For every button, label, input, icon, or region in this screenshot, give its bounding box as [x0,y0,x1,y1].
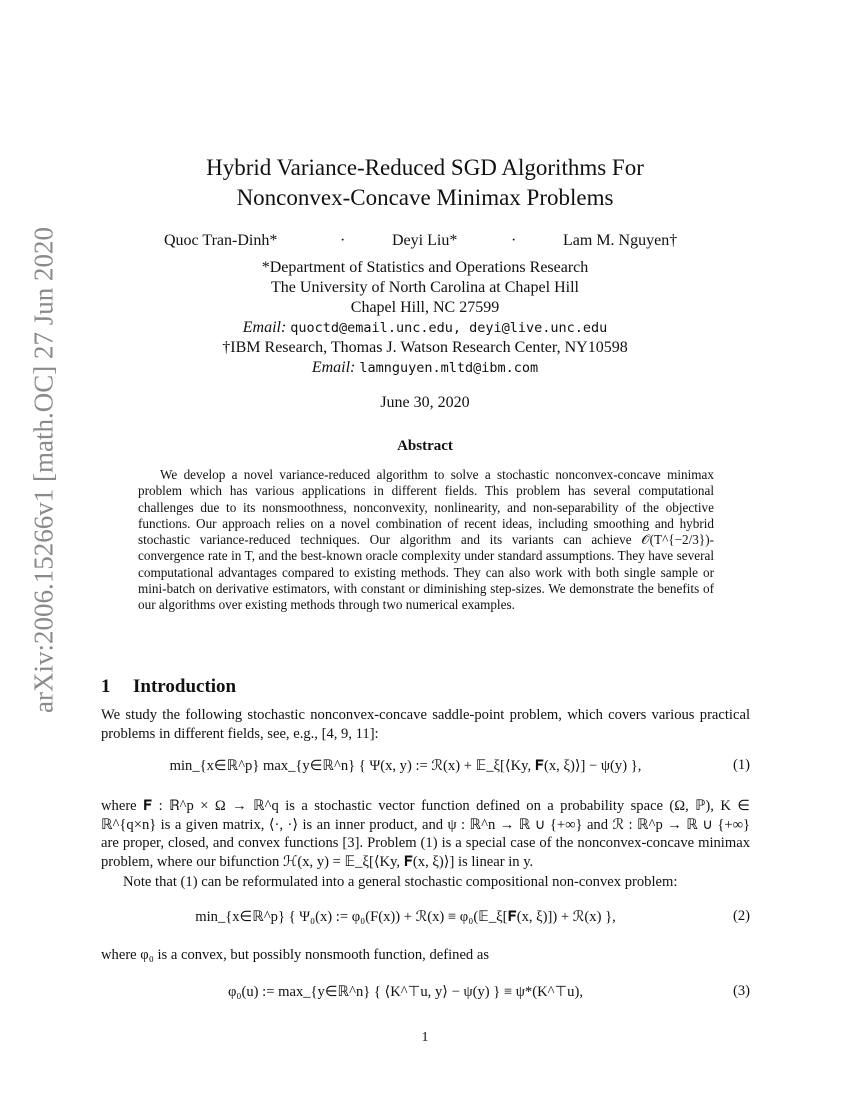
intro-paragraph-3: Note that (1) can be reformulated into a general stochastic compositional non-convex problem: [123,874,678,890]
author-1: Quoc Tran-Dinh* [164,232,278,249]
intro-paragraph-4: where φ₀ is a convex, but possibly nonsmooth function, defined as [101,947,490,963]
intro-paragraph-1: We study the following stochastic nonconvex-concave saddle-point problem, which covers various practical problems in different fields, see, e.g., [4, 9, 11]: [101,707,750,742]
author-2: Deyi Liu* [392,232,458,249]
abstract-text: We develop a novel variance-reduced algorithm to solve a stochastic nonconvex-concave minimax problem which has various applications in different fields. This problem has several computational challenges due to its nonsmoothness, nonconvexity, nonlinearity, and non-separability of the objective functions. Our approach relies on a novel combination of recent ideas, including smoothing and hybrid stochastic variance-reduced techniques. Our algorithm and its variants can achieve 𝒪(T^{−2/3})-convergence rate in T, and the best-known oracle complexity under standard assumptions. They have several computational advantages compared to existing methods. They can also work with both single sample or mini-batch on derivative estimators, with constant or diminishing step-sizes. We demonstrate the benefits of our algorithms over existing methods through two numerical examples. [138,467,714,613]
equation-1-label[interactable]: (1) [732,757,750,773]
equation-3 [101,983,750,1013]
email-label: Email: [242,319,287,336]
email-line-2 [0,358,850,378]
equation-2 [101,908,750,938]
affiliation-department: *Department of Statistics and Operations Research [261,259,589,276]
affiliation-ibm: †IBM Research, Thomas J. Watson Research Center, NY10598 [222,339,628,356]
email-label: Email: [311,359,356,376]
affiliations [0,258,850,378]
paper-title [0,153,850,213]
arxiv-identifier-stamp: arXiv:2006.15266v1 [math.OC] 27 Jun 2020 [28,227,59,713]
abstract-heading: Abstract [397,438,453,454]
page-number: 1 [421,1030,429,1045]
equation-1-body: min_{x∈ℝ^p} max_{y∈ℝ^n} { Ψ(x, y) := ℛ(x) + 𝔼_ξ[⟨Ky, 𝐅(x, ξ)⟩] − ψ(y) }, [169,758,642,774]
equation-3-body: φ₀(u) := max_{y∈ℝ^n} { ⟨K^⊤u, y⟩ − ψ(y) } ≡ ψ*(K^⊤u), [228,984,583,1000]
intro-paragraph-2: where 𝐅 : ℝ^p × Ω → ℝ^q is a stochastic vector function defined on a probability space (Ω, ℙ), K ∈ ℝ^{q×n} is a given matrix, ⟨·, ·⟩ is an inner product, and ψ : ℝ^n → ℝ ∪ {+∞} and ℛ : ℝ^p → ℝ ∪ {+∞} are proper, closed, and convex functions [3]. Problem (1) is a special case of the nonconvex-concave minimax problem, where our bifunction ℋ(x, y) = 𝔼_ξ[⟨Ky, 𝐅(x, ξ)⟩] is linear in y. [101,798,750,870]
author-list [0,232,850,254]
equation-2-body: min_{x∈ℝ^p} { Ψ₀(x) := φ₀(F(x)) + ℛ(x) ≡ φ₀(𝔼_ξ[𝐅(x, ξ)]) + ℛ(x) }, [195,909,616,925]
affiliation-university: The University of North Carolina at Chapel Hill [271,279,579,296]
email-address-ibm[interactable]: lamnguyen.mltd@ibm.com [359,360,539,376]
affiliation-city: Chapel Hill, NC 27599 [350,299,500,316]
equation-2-label[interactable]: (2) [732,908,750,924]
author-separator: · [340,232,346,249]
title-line-1: Hybrid Variance-Reduced SGD Algorithms For [206,155,644,180]
email-line-1 [0,318,850,338]
section-title: Introduction [133,676,237,697]
email-addresses-unc[interactable]: quoctd@email.unc.edu, deyi@live.unc.edu [290,320,608,336]
title-line-2: Nonconvex-Concave Minimax Problems [236,185,614,210]
publication-date: June 30, 2020 [380,394,470,411]
author-3: Lam M. Nguyen† [563,232,678,249]
section-number: 1 [101,676,111,697]
equation-3-label[interactable]: (3) [732,983,750,999]
author-separator: · [511,232,517,249]
equation-1 [101,757,750,787]
section-heading [101,676,236,698]
